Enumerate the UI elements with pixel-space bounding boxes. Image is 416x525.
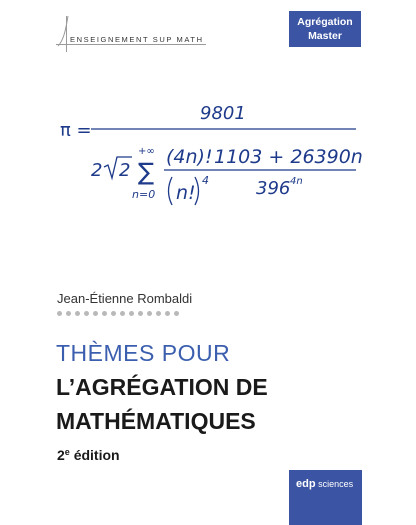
right-denominator-exponent: 4n [290,176,303,187]
publisher-sciences: sciences [318,479,354,489]
formula-lhs: π = [60,120,92,141]
dotted-divider [57,311,187,317]
series-logo [56,14,246,54]
publisher-logo [296,478,353,490]
edition-label [57,447,120,463]
right-denominator-base: 396 [256,178,291,199]
formula-coefficient: 2 [91,160,103,181]
edition-number: 2 [57,447,65,463]
title-line-2: L’AGRÉGATION DE [56,374,268,400]
series-name: ENSEIGNEMENT SUP MATH [70,35,204,44]
sum-upper-bound: +∞ [138,146,155,157]
series-curve-icon [56,14,96,54]
level-badge [289,11,361,47]
badge-line-2: Master [308,30,342,42]
title-line-1: THÈMES POUR [56,340,231,366]
series-divider-horizontal [56,44,206,45]
inner-denominator-exponent: 4 [202,174,209,187]
formula-sqrt-argument: 2 [119,160,131,181]
ramanujan-formula [0,88,416,238]
inner-denominator-base: n! [176,182,196,204]
inner-numerator-factorial: (4n)! [166,146,213,168]
title-line-3: MATHÉMATIQUES [56,408,256,434]
edition-superscript: e [64,447,70,457]
inner-numerator-polynomial: 1103 + 26390n [214,146,363,168]
edition-word: édition [69,447,120,463]
sum-lower-bound: n=0 [132,188,156,201]
series-divider-vertical [66,16,67,52]
sum-sign-icon: ∑ [138,158,155,186]
author-name: Jean-Étienne Rombaldi [57,291,193,306]
formula-numerator: 9801 [200,103,246,124]
publisher-block [289,470,362,525]
left-paren-icon [169,177,173,205]
publisher-edp: edp [296,478,316,490]
badge-line-1: Agrégation [297,16,353,28]
